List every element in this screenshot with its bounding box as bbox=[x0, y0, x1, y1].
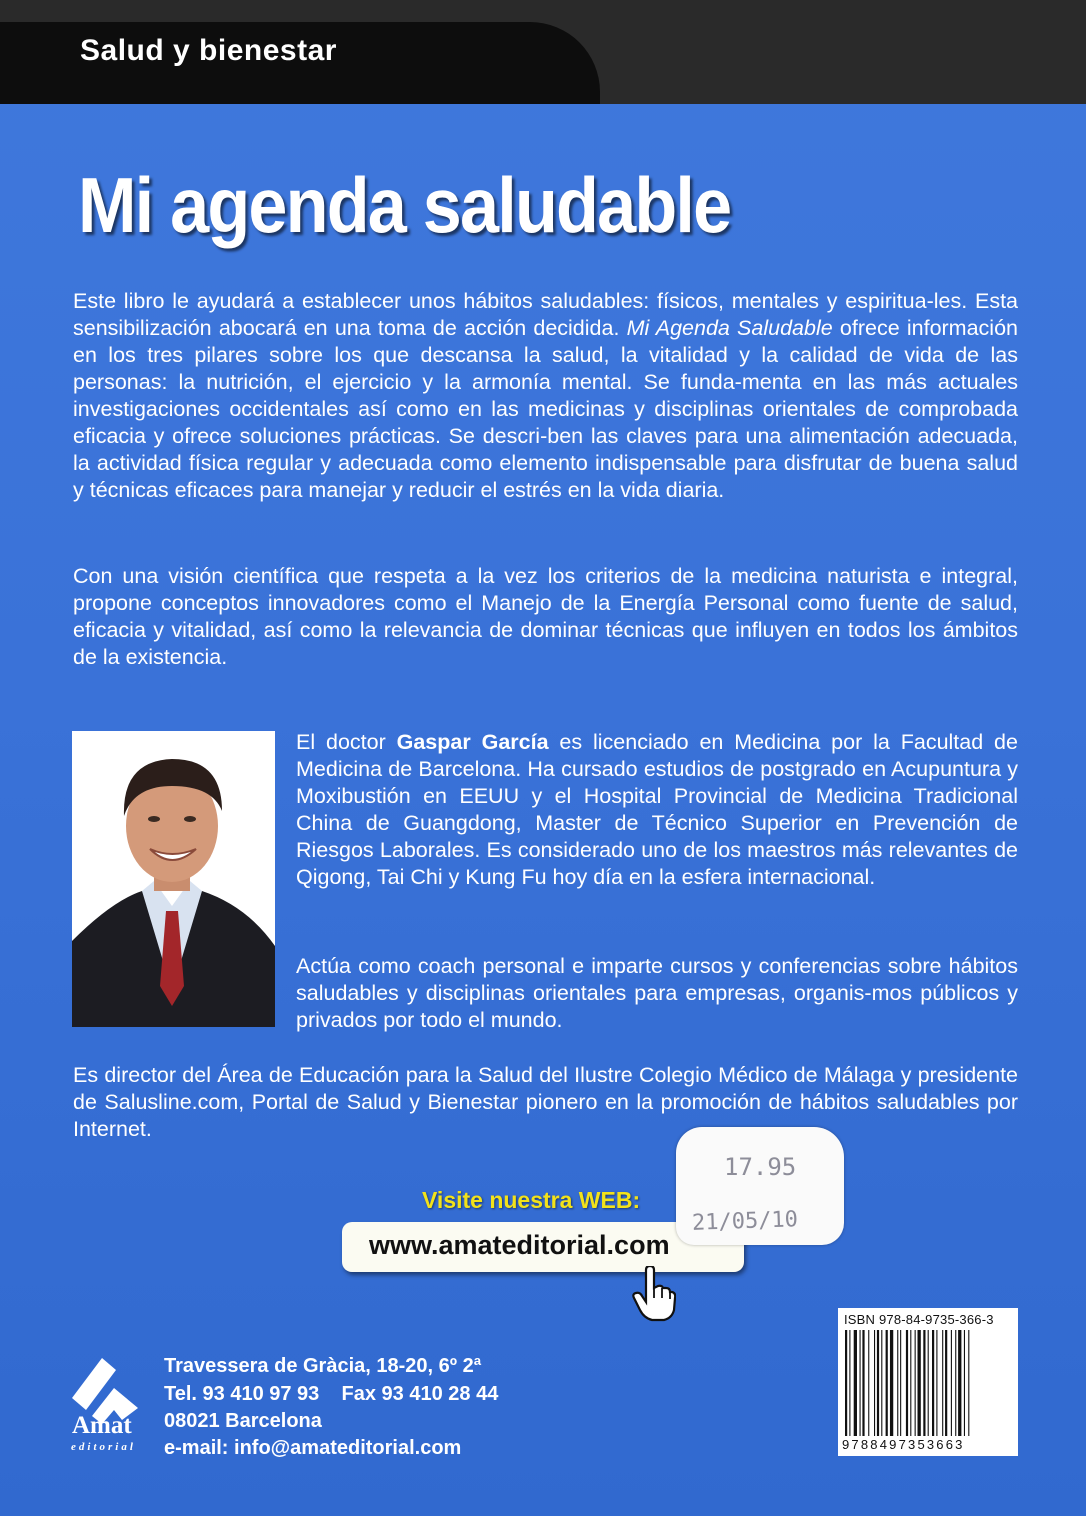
barcode-bar bbox=[964, 1330, 965, 1436]
barcode-bar bbox=[845, 1330, 847, 1436]
barcode-bar bbox=[958, 1330, 961, 1436]
barcode-bar bbox=[955, 1330, 956, 1436]
author-name: Gaspar García bbox=[396, 730, 549, 754]
barcode-bar bbox=[900, 1330, 901, 1436]
sticker-date: 21/05/10 bbox=[691, 1207, 799, 1236]
hand-cursor-icon bbox=[632, 1266, 676, 1322]
barcode-bar bbox=[918, 1330, 921, 1436]
barcode-bar bbox=[923, 1330, 925, 1436]
publisher-address: Travessera de Gràcia, 18-20, 6º 2ª bbox=[164, 1355, 482, 1377]
website-url[interactable]: www.amateditorial.com bbox=[369, 1230, 670, 1260]
barcode-bar bbox=[942, 1330, 943, 1436]
barcode-bar bbox=[945, 1330, 947, 1436]
barcode-bar bbox=[951, 1330, 952, 1436]
barcode-digits: 9788497353663 bbox=[842, 1437, 965, 1452]
visit-web-label: Visite nuestra WEB: bbox=[422, 1187, 641, 1213]
barcode-bar bbox=[862, 1330, 864, 1436]
barcode-bar bbox=[936, 1330, 937, 1436]
author-bio-paragraph bbox=[296, 729, 1018, 891]
description-paragraph-1 bbox=[73, 288, 1018, 504]
p3-text-a: El doctor bbox=[296, 730, 397, 754]
barcode-bar bbox=[881, 1330, 882, 1436]
publisher-subtitle: editorial bbox=[71, 1441, 136, 1453]
barcode-bar bbox=[910, 1330, 911, 1436]
price-sticker bbox=[676, 1127, 844, 1245]
p3-text-b: es licenciado en Medicina por la Facultad de Medicina de Barcelona. Ha cursado estudios de postgrado en Acupuntura y Moxibustión en EEUU y el Hospital Provincial de Medicina Tradicional China de Guangdong, Master de Técnico Superior en Prevención de Riesgos Laborales. Es considerado uno de los maestros más relevantes de Qigong, Tai Chi y Kung Fu hoy día en la esfera internacional. bbox=[296, 730, 1018, 889]
barcode-bar bbox=[860, 1330, 861, 1436]
price-value: 17.95 bbox=[724, 1153, 797, 1181]
publisher-name: Amat bbox=[72, 1412, 132, 1439]
barcode-bar bbox=[906, 1330, 908, 1436]
description-paragraph-2: Con una visión científica que respeta a la vez los criterios de la medicina naturista e integral, propone conceptos innovadores como el Manejo de la Energía Personal como fuente de salud, eficacia y vitalidad, así como la relevancia de dominar técnicas que influyen en todos los ámbitos de la existencia. bbox=[73, 564, 1018, 669]
barcode-bar bbox=[928, 1330, 929, 1436]
barcode-bar bbox=[868, 1330, 869, 1436]
barcode-bar bbox=[854, 1330, 857, 1436]
p1-book-name: Mi Agenda Saludable bbox=[626, 316, 833, 340]
publisher-phone-fax: Tel. 93 410 97 93 Fax 93 410 28 44 bbox=[164, 1383, 499, 1405]
barcode-bar bbox=[877, 1330, 879, 1436]
publisher-city: 08021 Barcelona bbox=[164, 1410, 322, 1432]
barcode-bar bbox=[849, 1330, 850, 1436]
isbn-label: ISBN 978-84-9735-366-3 bbox=[844, 1312, 994, 1327]
barcode-bar bbox=[932, 1330, 934, 1436]
isbn-block bbox=[838, 1308, 1018, 1456]
publisher-email[interactable]: e-mail: info@amateditorial.com bbox=[164, 1437, 462, 1459]
book-title: Mi agenda saludable bbox=[78, 161, 731, 249]
barcode-bar bbox=[886, 1330, 888, 1436]
barcode bbox=[843, 1330, 1013, 1436]
barcode-bar bbox=[874, 1330, 875, 1436]
barcode-bar bbox=[968, 1330, 969, 1436]
barcode-bar bbox=[915, 1330, 916, 1436]
p1-text-a: Este libro le ayudará a establecer unos hábitos saludables: físicos, mentales y espiritua-les. Esta sensibilización abocará en una toma de acción decidida. bbox=[73, 289, 1018, 340]
author-photo bbox=[72, 731, 275, 1027]
series-label: Salud y bienestar bbox=[80, 34, 337, 67]
author-role-paragraph: Es director del Área de Educación para la Salud del Ilustre Colegio Médico de Málaga y presidente de Salusline.com, Portal de Salud y Bienestar pionero en la promoción de hábitos saludables por Internet. bbox=[73, 1063, 1018, 1141]
barcode-bar bbox=[897, 1330, 898, 1436]
barcode-bar bbox=[890, 1330, 893, 1436]
p1-text-b: ofrece información en los tres pilares sobre los que descansa la salud, la vitalidad y la calidad de vida de las personas: la nutrición, el ejercicio y la armonía mental. Se funda-menta en las más actuales investigaciones occidentales así como en las medicinas y disciplinas orientales de comprobada eficacia y ofrece soluciones prácticas. Se descri-ben las claves para una alimentación adecuada, la actividad física regular y adecuada como elemento indispensable para disfrutar de buena salud y técnicas eficaces para manejar y reducir el estrés en la vida diaria. bbox=[73, 316, 1018, 502]
author-activity-paragraph: Actúa como coach personal e imparte cursos y conferencias sobre hábitos saludables y disciplinas orientales para empresas, organis-mos públicos y privados por todo el mundo. bbox=[296, 954, 1018, 1032]
